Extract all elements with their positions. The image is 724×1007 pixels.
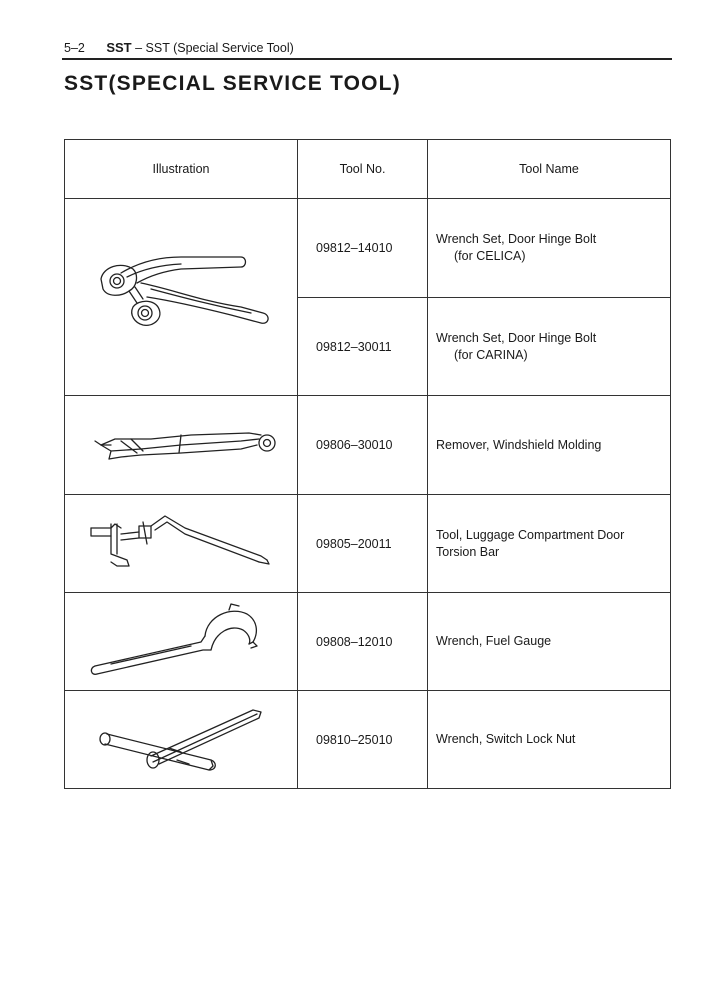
molding-remover-icon [81, 405, 281, 485]
tool-name [428, 298, 671, 396]
tool-name-line: Remover, Windshield Molding [436, 437, 602, 452]
page-header [64, 40, 294, 55]
table-row [65, 396, 671, 495]
table-row [65, 593, 671, 691]
column-header-tool-name: Tool Name [428, 140, 671, 199]
tool-name-line: Wrench Set, Door Hinge Bolt [436, 330, 597, 345]
tool-name [428, 593, 671, 691]
tool-name [428, 691, 671, 789]
table-row [65, 495, 671, 593]
illustration-cell [65, 495, 298, 593]
tool-number: 09812–30011 [298, 298, 428, 396]
page-title: SST(SPECIAL SERVICE TOOL) [64, 72, 401, 95]
sst-table [64, 139, 671, 789]
tool-number: 09806–30010 [298, 396, 428, 495]
illustration-cell [65, 396, 298, 495]
column-header-illustration: Illustration [65, 140, 298, 199]
illustration-cell [65, 199, 298, 396]
tool-number: 09808–12010 [298, 593, 428, 691]
tool-name-line: Wrench Set, Door Hinge Bolt [436, 232, 597, 246]
tool-name-line: Wrench, Switch Lock Nut [436, 732, 576, 746]
header-rule [62, 58, 672, 60]
section-description: – SST (Special Service Tool) [135, 41, 294, 55]
table-header-row [65, 140, 671, 199]
tool-number: 09810–25010 [298, 691, 428, 789]
switch-lock-nut-wrench-icon [81, 700, 281, 780]
tool-name-line: Wrench, Fuel Gauge [436, 634, 552, 648]
tool-name [428, 199, 671, 298]
page-number: 5–2 [64, 41, 85, 55]
tool-name-sub: (for CARINA) [454, 347, 528, 362]
tool-name-sub: (for CELICA) [454, 249, 526, 263]
section-code: SST [106, 40, 132, 55]
table-row [65, 199, 671, 298]
column-header-tool-no: Tool No. [298, 140, 428, 199]
tool-number: 09812–14010 [298, 199, 428, 298]
tool-name [428, 495, 671, 593]
illustration-cell [65, 593, 298, 691]
tool-name [428, 396, 671, 495]
fuel-gauge-wrench-icon [81, 602, 281, 682]
tool-name-line: Tool, Luggage Compartment Door [436, 527, 625, 542]
torsion-bar-tool-icon [81, 504, 281, 584]
tool-number: 09805–20011 [298, 495, 428, 593]
table-row [65, 691, 671, 789]
tool-name-sub: Torsion Bar [436, 544, 500, 559]
illustration-cell [65, 691, 298, 789]
door-hinge-wrench-icon [81, 217, 281, 377]
